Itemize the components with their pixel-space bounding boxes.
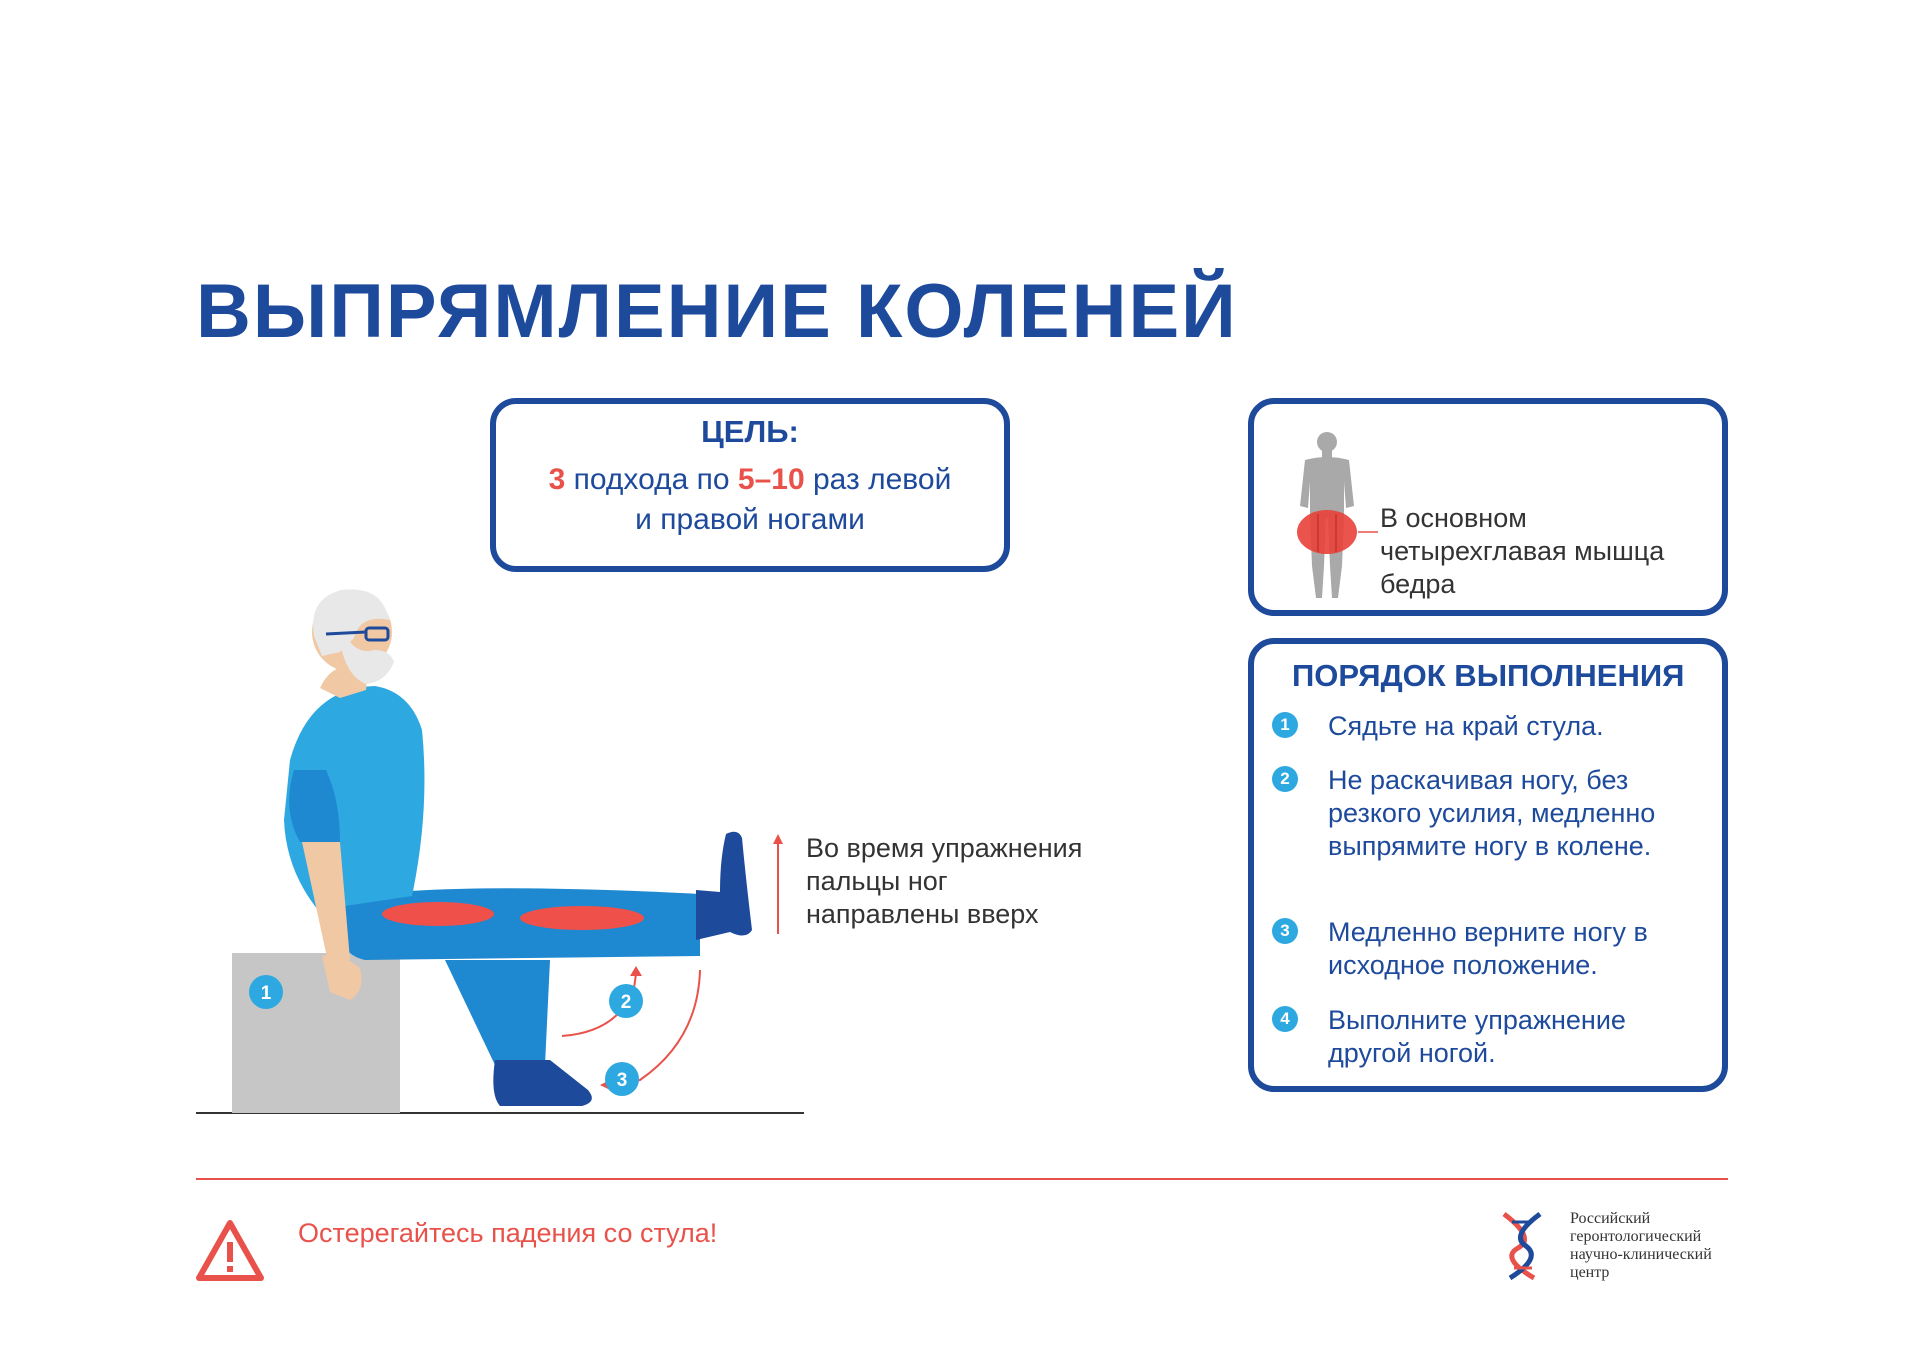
toes-note-line-1: Во время упражнения bbox=[806, 833, 1083, 863]
svg-text:3: 3 bbox=[616, 1070, 628, 1091]
step-text: Медленно верните ногу в исходное положение. bbox=[1328, 917, 1648, 980]
goal-text bbox=[496, 460, 1004, 540]
warning-text: Остерегайтесь падения со стула! bbox=[298, 1218, 718, 1248]
steps-heading: ПОРЯДОК ВЫПОЛНЕНИЯ bbox=[1292, 658, 1685, 693]
steps-card bbox=[1248, 638, 1728, 1092]
org-line-3: научно-клинический bbox=[1570, 1246, 1712, 1263]
muscle-highlight-icon bbox=[520, 906, 644, 930]
org-line-1: Российский bbox=[1570, 1210, 1651, 1227]
warning-icon bbox=[194, 1218, 266, 1284]
goal-text-c: и правой ногами bbox=[635, 503, 865, 536]
goal-card bbox=[490, 398, 1010, 572]
svg-text:2: 2 bbox=[620, 992, 632, 1013]
muscle-highlight-icon bbox=[382, 902, 494, 926]
muscle-card bbox=[1248, 398, 1728, 616]
body-silhouette-icon bbox=[1272, 426, 1392, 608]
step-text: Сядьте на край стула. bbox=[1328, 711, 1604, 741]
toes-note-line-3: направлены вверх bbox=[806, 899, 1039, 929]
step-text: Не раскачивая ногу, без резкого усилия, медленно выпрямите ногу в колене. bbox=[1328, 765, 1656, 861]
goal-text-a: подхода по bbox=[565, 463, 738, 496]
marker-badge bbox=[609, 984, 643, 1018]
page-title: ВЫПРЯМЛЕНИЕ КОЛЕНЕЙ bbox=[196, 269, 1238, 354]
toes-note bbox=[806, 832, 1082, 931]
muscle-description bbox=[1380, 502, 1664, 601]
dna-logo-icon bbox=[1496, 1208, 1552, 1282]
footer-divider bbox=[196, 1178, 1728, 1180]
org-line-4: центр bbox=[1570, 1264, 1610, 1281]
organization-name bbox=[1570, 1210, 1712, 1282]
toes-note-line-2: пальцы ног bbox=[806, 866, 948, 896]
goal-heading: ЦЕЛЬ: bbox=[701, 414, 799, 449]
goal-text-b: раз левой bbox=[804, 463, 952, 496]
marker-badge bbox=[605, 1062, 639, 1096]
svg-text:1: 1 bbox=[260, 983, 272, 1004]
marker-badge bbox=[249, 975, 283, 1009]
step-number-badge: 2 bbox=[1272, 766, 1298, 792]
step-number-badge: 4 bbox=[1272, 1006, 1298, 1032]
org-line-2: геронтологический bbox=[1570, 1228, 1702, 1245]
goal-reps: 5–10 bbox=[737, 463, 805, 496]
goal-sets: 3 bbox=[548, 463, 566, 496]
exercise-illustration bbox=[190, 580, 810, 1120]
step-text: Выполните упражнение другой ногой. bbox=[1328, 1005, 1626, 1068]
step-number-badge: 1 bbox=[1272, 712, 1298, 738]
muscle-line-2: четырехглавая мышца bbox=[1380, 536, 1665, 566]
step-number-badge: 3 bbox=[1272, 918, 1298, 944]
muscle-line-3: бедра bbox=[1380, 569, 1456, 599]
muscle-line-1: В основном bbox=[1380, 503, 1527, 533]
stool-icon bbox=[232, 953, 400, 1113]
